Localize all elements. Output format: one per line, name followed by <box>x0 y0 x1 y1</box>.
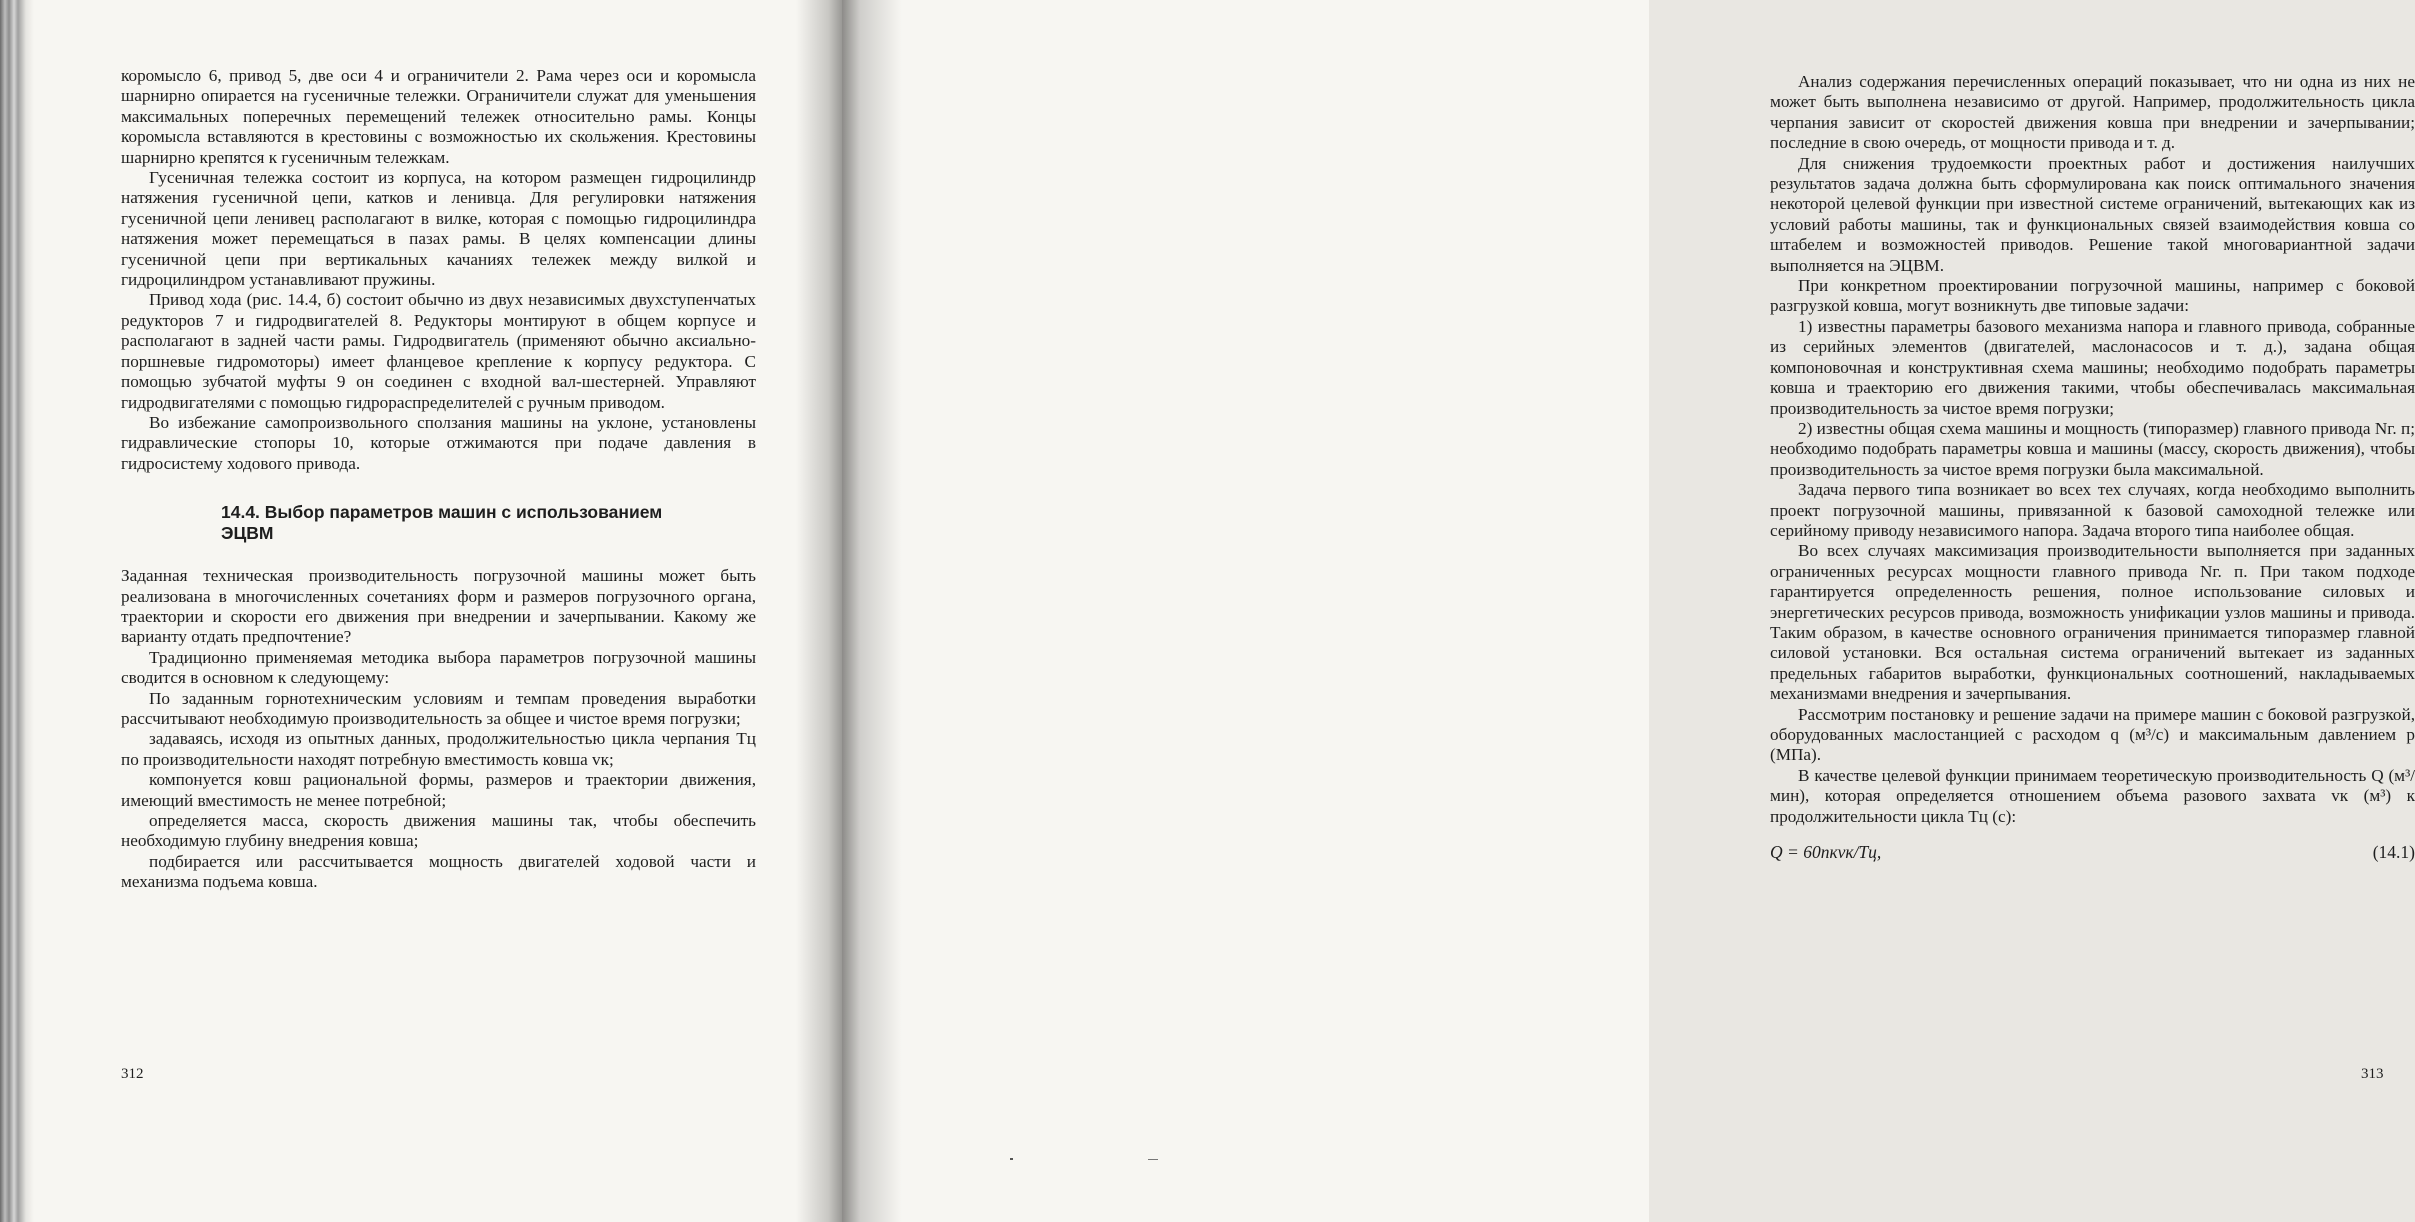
paragraph: Гусеничная тележка состоит из корпуса, на котором размещен гидроцилиндр натяжения гусеничной цепи, катков и ленивца. Для регулировки натяжения гусеничной цепи ленивец располагают в вилке, которая с помощью гидроцилиндра натяжения может перемещаться в пазах рамы. В целях компенсации длины гусеничной цепи при вертикальных качаниях тележек между вилкой и гидроцилиндром устанавливают пружины. <box>121 168 756 290</box>
paragraph: Заданная техническая производительность погрузочной машины может быть реализована в многочисленных сочетаниях форм и размеров погрузочного органа, траектории и скорости его движения при внедрении и зачерпывании. Какому же варианту отдать предпочтение? <box>121 566 756 647</box>
paragraph: 2) известны общая схема машины и мощность (типоразмер) главного привода Nг. п; необходимо подобрать параметры ковша и машины (массу, скорость движения), чтобы производительность за чистое время погрузки была максимальной. <box>1770 418 2415 479</box>
paragraph: Для снижения трудоемкости проектных работ и достижения наилучших результатов задача должна быть сформулирована как поиск оптимального значения некоторой целевой функции при известной системе ограничений, вытекающих как из условий работы машины, так и функциональных связей взаимодействия ковша со штабелем и возможностей приводов. Решение такой многовариантной задачи выполняется на ЭЦВМ. <box>1770 153 2415 275</box>
paragraph: Во избежание самопроизвольного сползания машины на уклоне, установлены гидравлические стопоры 10, которые отжимаются при подаче давления в гидросистему ходового привода. <box>121 412 756 473</box>
page-number-right: 313 <box>2361 1066 2384 1082</box>
print-speck <box>1010 1158 1013 1160</box>
print-speck <box>1148 1159 1158 1160</box>
formula-line <box>1770 841 2415 867</box>
paragraph: Рассмотрим постановку и решение задачи на примере машин с боковой разгрузкой, оборудованных маслостанцией с расходом q (м³/с) и максимальным давлением p (МПа). <box>1770 704 2415 765</box>
paragraph: Задача первого типа возникает во всех тех случаях, когда необходимо выполнить проект погрузочной машины, привязанной к базовой самоходной тележке или серийному приводу независимого напора. Задача второго типа наиболее общая. <box>1770 480 2415 540</box>
left-page <box>0 0 842 1222</box>
paragraph: подбирается или рассчитывается мощность двигателей ходовой части и механизма подъема ковша. <box>121 851 756 892</box>
paragraph: При конкретном проектировании погрузочной машины, например с боковой разгрузкой ковша, могут возникнуть две типовые задачи: <box>1770 276 2415 316</box>
paragraph: Анализ содержания перечисленных операций показывает, что ни одна из них не может быть выполнена независимо от другой. Например, продолжительность цикла черпания зависит от скоростей движения ковша при внедрении и зачерпывании; последние в свою очередь, от мощности привода и т. д. <box>1770 72 2415 153</box>
right-page <box>842 0 2415 1222</box>
section-heading: 14.4. Выбор параметров машин с использованием ЭЦВМ <box>221 502 663 544</box>
page-number-left: 312 <box>121 1066 144 1082</box>
right-text-column <box>1770 72 2415 867</box>
paragraph: 1) известны параметры базового механизма напора и главного привода, собранные из серийных элементов (двигателей, маслонасосов и т. д.), задана общая компоновочная и конструктивная схема машины; необходимо подобрать параметры ковша и траекторию его движения такими, чтобы обеспечивалась максимальная производительность за чистое время погрузки; <box>1770 316 2415 418</box>
paragraph: По заданным горнотехническим условиям и темпам проведения выработки рассчитывают необходимую производительность за общее и чистое время погрузки; <box>121 688 756 728</box>
paragraph: задаваясь, исходя из опытных данных, продолжительностью цикла черпания Tц по производительности находят потребную вместимость ковша vк; <box>121 729 756 769</box>
paragraph: компонуется ковш рациональной формы, размеров и траектории движения, имеющий вместимость не менее потребной; <box>121 770 756 810</box>
paragraph: коромысло 6, привод 5, две оси 4 и ограничители 2. Рама через оси и коромысла шарнирно опирается на гусеничные тележки. Ограничители служат для уменьшения максимальных поперечных перемещений тележек относительно рамы. Концы коромысла вставляются в крестовины с возможностью их скольжения. Крестовины шарнирно крепятся к гусеничным тележкам. <box>121 66 756 167</box>
formula-number: (14.1) <box>2372 842 2415 863</box>
paragraph: Привод хода (рис. 14.4, б) состоит обычно из двух независимых двухступенчатых редукторов 7 и гидродвигателей 8. Редукторы монтируют в общем корпусе и располагают в задней части рамы. Гидродвигатель (применяют обычно аксиально-поршневые гидромоторы) имеет фланцевое крепление к корпусу редуктора. С помощью зубчатой муфты 9 он соединен с входной вал-шестерней. Управляют гидродвигателями с помощью гидрораспределителей с ручным приводом. <box>121 290 756 412</box>
left-text-column <box>121 66 756 893</box>
paragraph: определяется масса, скорость движения машины так, чтобы обеспечить необходимую глубину внедрения ковша; <box>121 811 756 851</box>
paragraph: Во всех случаях максимизация производительности выполняется при заданных ограниченных ресурсах мощности главного привода Nг. п. При таком подходе гарантируется определенность решения, полное использование силовых и энергетических ресурсов привода, возможность унификации узлов машины и привода. Таким образом, в качестве основного ограничения принимается типоразмер главной силовой установки. Вся остальная система ограничений вытекает из заданных предельных габаритов выработки, функциональных соотношений, накладываемых механизмами внедрения и зачерпывания. <box>1770 541 2415 704</box>
formula: Q = 60nкvк/Tц, <box>1770 842 1882 863</box>
paragraph: В качестве целевой функции принимаем теоретическую производительность Q (м³/мин), которая определяется отношением объема разового захвата vк (м³) к продолжительности цикла Tц (с): <box>1770 765 2415 826</box>
paragraph: Традиционно применяемая методика выбора параметров погрузочной машины сводится в основном к следующему: <box>121 647 756 688</box>
